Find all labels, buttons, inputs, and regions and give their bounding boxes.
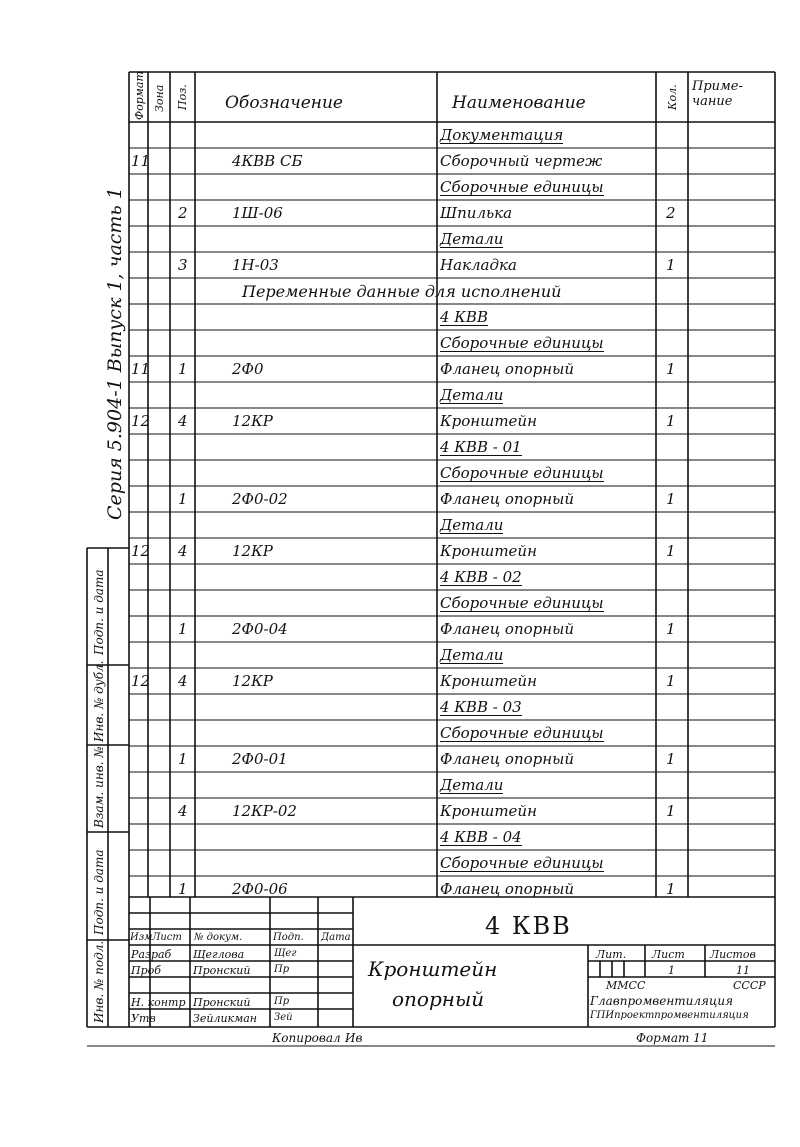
row-24-name: Фланец опорный — [440, 750, 575, 768]
stamp-r3-name: Пронский — [193, 996, 251, 1009]
row-14-name: Фланец опорный — [440, 490, 575, 508]
row-29-name: Фланец опорный — [440, 880, 575, 898]
side-inv-podl: Инв. № подл. — [92, 940, 106, 1023]
row-9-pos: 1 — [178, 360, 188, 378]
stamp-r4-sig: Зей — [274, 1012, 293, 1023]
row-14-qty: 1 — [666, 490, 676, 508]
row-21-name: Кронштейн — [440, 672, 537, 690]
stamp-r4-role: Утв — [131, 1012, 156, 1025]
stamp-r2-sig: Пр — [274, 964, 290, 975]
stamp-r1-sig: Щег — [274, 948, 297, 959]
row-9-fmt: 11 — [131, 360, 151, 378]
header-name: Наименование — [452, 93, 586, 113]
row-19-pos: 1 — [178, 620, 188, 638]
row-7-name: 4 КВВ — [440, 308, 488, 326]
row-9-des: 2Ф0 — [232, 360, 264, 378]
header-format: Формат — [133, 71, 146, 120]
row-11-des: 12КР — [232, 412, 273, 430]
stamp-r1-name: Щеглова — [193, 948, 245, 961]
stamp-sheet-value: 1 — [668, 964, 675, 977]
row-22-name: 4 КВВ - 03 — [440, 698, 522, 716]
row-26-name: Кронштейн — [440, 802, 537, 820]
stamp-h-list: Лист — [152, 932, 182, 943]
stamp-h-doc: № докум. — [194, 932, 243, 943]
row-9-qty: 1 — [666, 360, 676, 378]
row-3-name: Шпилька — [440, 204, 513, 222]
row-3-qty: 2 — [666, 204, 676, 222]
row-29-des: 2Ф0-06 — [232, 880, 288, 898]
row-19-qty: 1 — [666, 620, 676, 638]
row-11-qty: 1 — [666, 412, 676, 430]
stamp-title-line2: опорный — [392, 987, 485, 1011]
stamp-r2-role: Проб — [131, 964, 161, 977]
row-29-qty: 1 — [666, 880, 676, 898]
row-14-des: 2Ф0-02 — [232, 490, 288, 508]
side-inv-dubl: Инв. № дубл. — [92, 660, 106, 742]
row-16-name: Кронштейн — [440, 542, 537, 560]
row-1-name: Сборочный чертеж — [440, 152, 603, 170]
stamp-title-line1: Кронштейн — [368, 957, 498, 981]
stamp-lit-label: Лит. — [596, 948, 627, 961]
header-note: Приме-чание — [692, 79, 743, 109]
row-11-pos: 4 — [178, 412, 188, 430]
stamp-org1: Главпромвентиляция — [590, 994, 734, 1008]
row-24-des: 2Ф0-01 — [232, 750, 288, 768]
stamp-r4-name: Зейликман — [193, 1012, 258, 1025]
stamp-r2-name: Пронский — [193, 964, 251, 977]
row-16-des: 12КР — [232, 542, 273, 560]
row-1-des: 4КВВ СБ — [232, 152, 303, 170]
row-16-pos: 4 — [178, 542, 188, 560]
stamp-r1-role: Разраб — [131, 948, 172, 961]
row-14-pos: 1 — [178, 490, 188, 508]
row-29-pos: 1 — [178, 880, 188, 898]
header-zone: Зона — [153, 84, 166, 112]
stamp-sheets-label: Листов — [710, 948, 756, 961]
row-24-qty: 1 — [666, 750, 676, 768]
series-label: Серия 5.904-1 Выпуск 1, часть 1 — [104, 187, 126, 520]
row-2-name: Сборочные единицы — [440, 178, 604, 196]
row-5-pos: 3 — [178, 256, 188, 274]
side-podp-data-1: Подп. и дата — [92, 569, 106, 655]
row-20-name: Детали — [440, 646, 504, 664]
footer-copied: Копировал — [272, 1031, 341, 1045]
row-11-fmt: 12 — [131, 412, 151, 430]
row-9-name: Фланец опорный — [440, 360, 575, 378]
footer-format: Формат 11 — [636, 1031, 709, 1045]
row-3-des: 1Ш-06 — [232, 204, 283, 222]
row-25-name: Детали — [440, 776, 504, 794]
row-5-qty: 1 — [666, 256, 676, 274]
row-5-des: 1Н-03 — [232, 256, 279, 274]
row-21-des: 12КР — [232, 672, 273, 690]
row-4-name: Детали — [440, 230, 504, 248]
row-13-name: Сборочные единицы — [440, 464, 604, 482]
row-5-name: Накладка — [440, 256, 517, 274]
row-26-pos: 4 — [178, 802, 188, 820]
row-21-fmt: 12 — [131, 672, 151, 690]
row-21-qty: 1 — [666, 672, 676, 690]
header-qty: Кол. — [666, 84, 679, 110]
row-24-pos: 1 — [178, 750, 188, 768]
footer-copied-signature: Ив — [345, 1031, 363, 1045]
stamp-sheet-label: Лист — [652, 948, 685, 961]
side-podp-data-2: Подп. и дата — [92, 849, 106, 935]
stamp-r3-role: Н. контр — [131, 996, 186, 1009]
stamp-h-podp: Подп. — [273, 932, 304, 943]
row-19-des: 2Ф0-04 — [232, 620, 288, 638]
row-12-name: 4 КВВ - 01 — [440, 438, 522, 456]
stamp-ministry: ММСС — [606, 979, 646, 992]
stamp-org2: ГПИпроектпромвентиляция — [590, 1010, 749, 1021]
side-vzam-inv: Взам. инв. № — [92, 746, 106, 828]
row-8-name: Сборочные единицы — [440, 334, 604, 352]
stamp-h-data: Дата — [321, 932, 351, 943]
row-0-name: Документация — [440, 126, 564, 144]
row-1-fmt: 11 — [131, 152, 151, 170]
stamp-r3-sig: Пр — [274, 996, 290, 1007]
row-28-name: Сборочные единицы — [440, 854, 604, 872]
row-19-name: Фланец опорный — [440, 620, 575, 638]
header-pos: Поз. — [176, 84, 189, 110]
row-26-des: 12КР-02 — [232, 802, 297, 820]
row-26-qty: 1 — [666, 802, 676, 820]
row-11-name: Кронштейн — [440, 412, 537, 430]
header-designation: Обозначение — [225, 93, 343, 113]
row-10-name: Детали — [440, 386, 504, 404]
row-3-pos: 2 — [178, 204, 188, 222]
stamp-country: СССР — [733, 979, 766, 992]
row-16-fmt: 12 — [131, 542, 151, 560]
row-15-name: Детали — [440, 516, 504, 534]
row-16-qty: 1 — [666, 542, 676, 560]
row-18-name: Сборочные единицы — [440, 594, 604, 612]
stamp-code: 4 КВВ — [485, 912, 572, 940]
row-23-name: Сборочные единицы — [440, 724, 604, 742]
stamp-h-izm: Изм — [130, 932, 153, 943]
row-17-name: 4 КВВ - 02 — [440, 568, 522, 586]
stamp-sheets-value: 11 — [736, 964, 750, 977]
row-27-name: 4 КВВ - 04 — [440, 828, 522, 846]
variable-data-heading: Переменные данные для исполнений — [242, 282, 562, 301]
row-21-pos: 4 — [178, 672, 188, 690]
